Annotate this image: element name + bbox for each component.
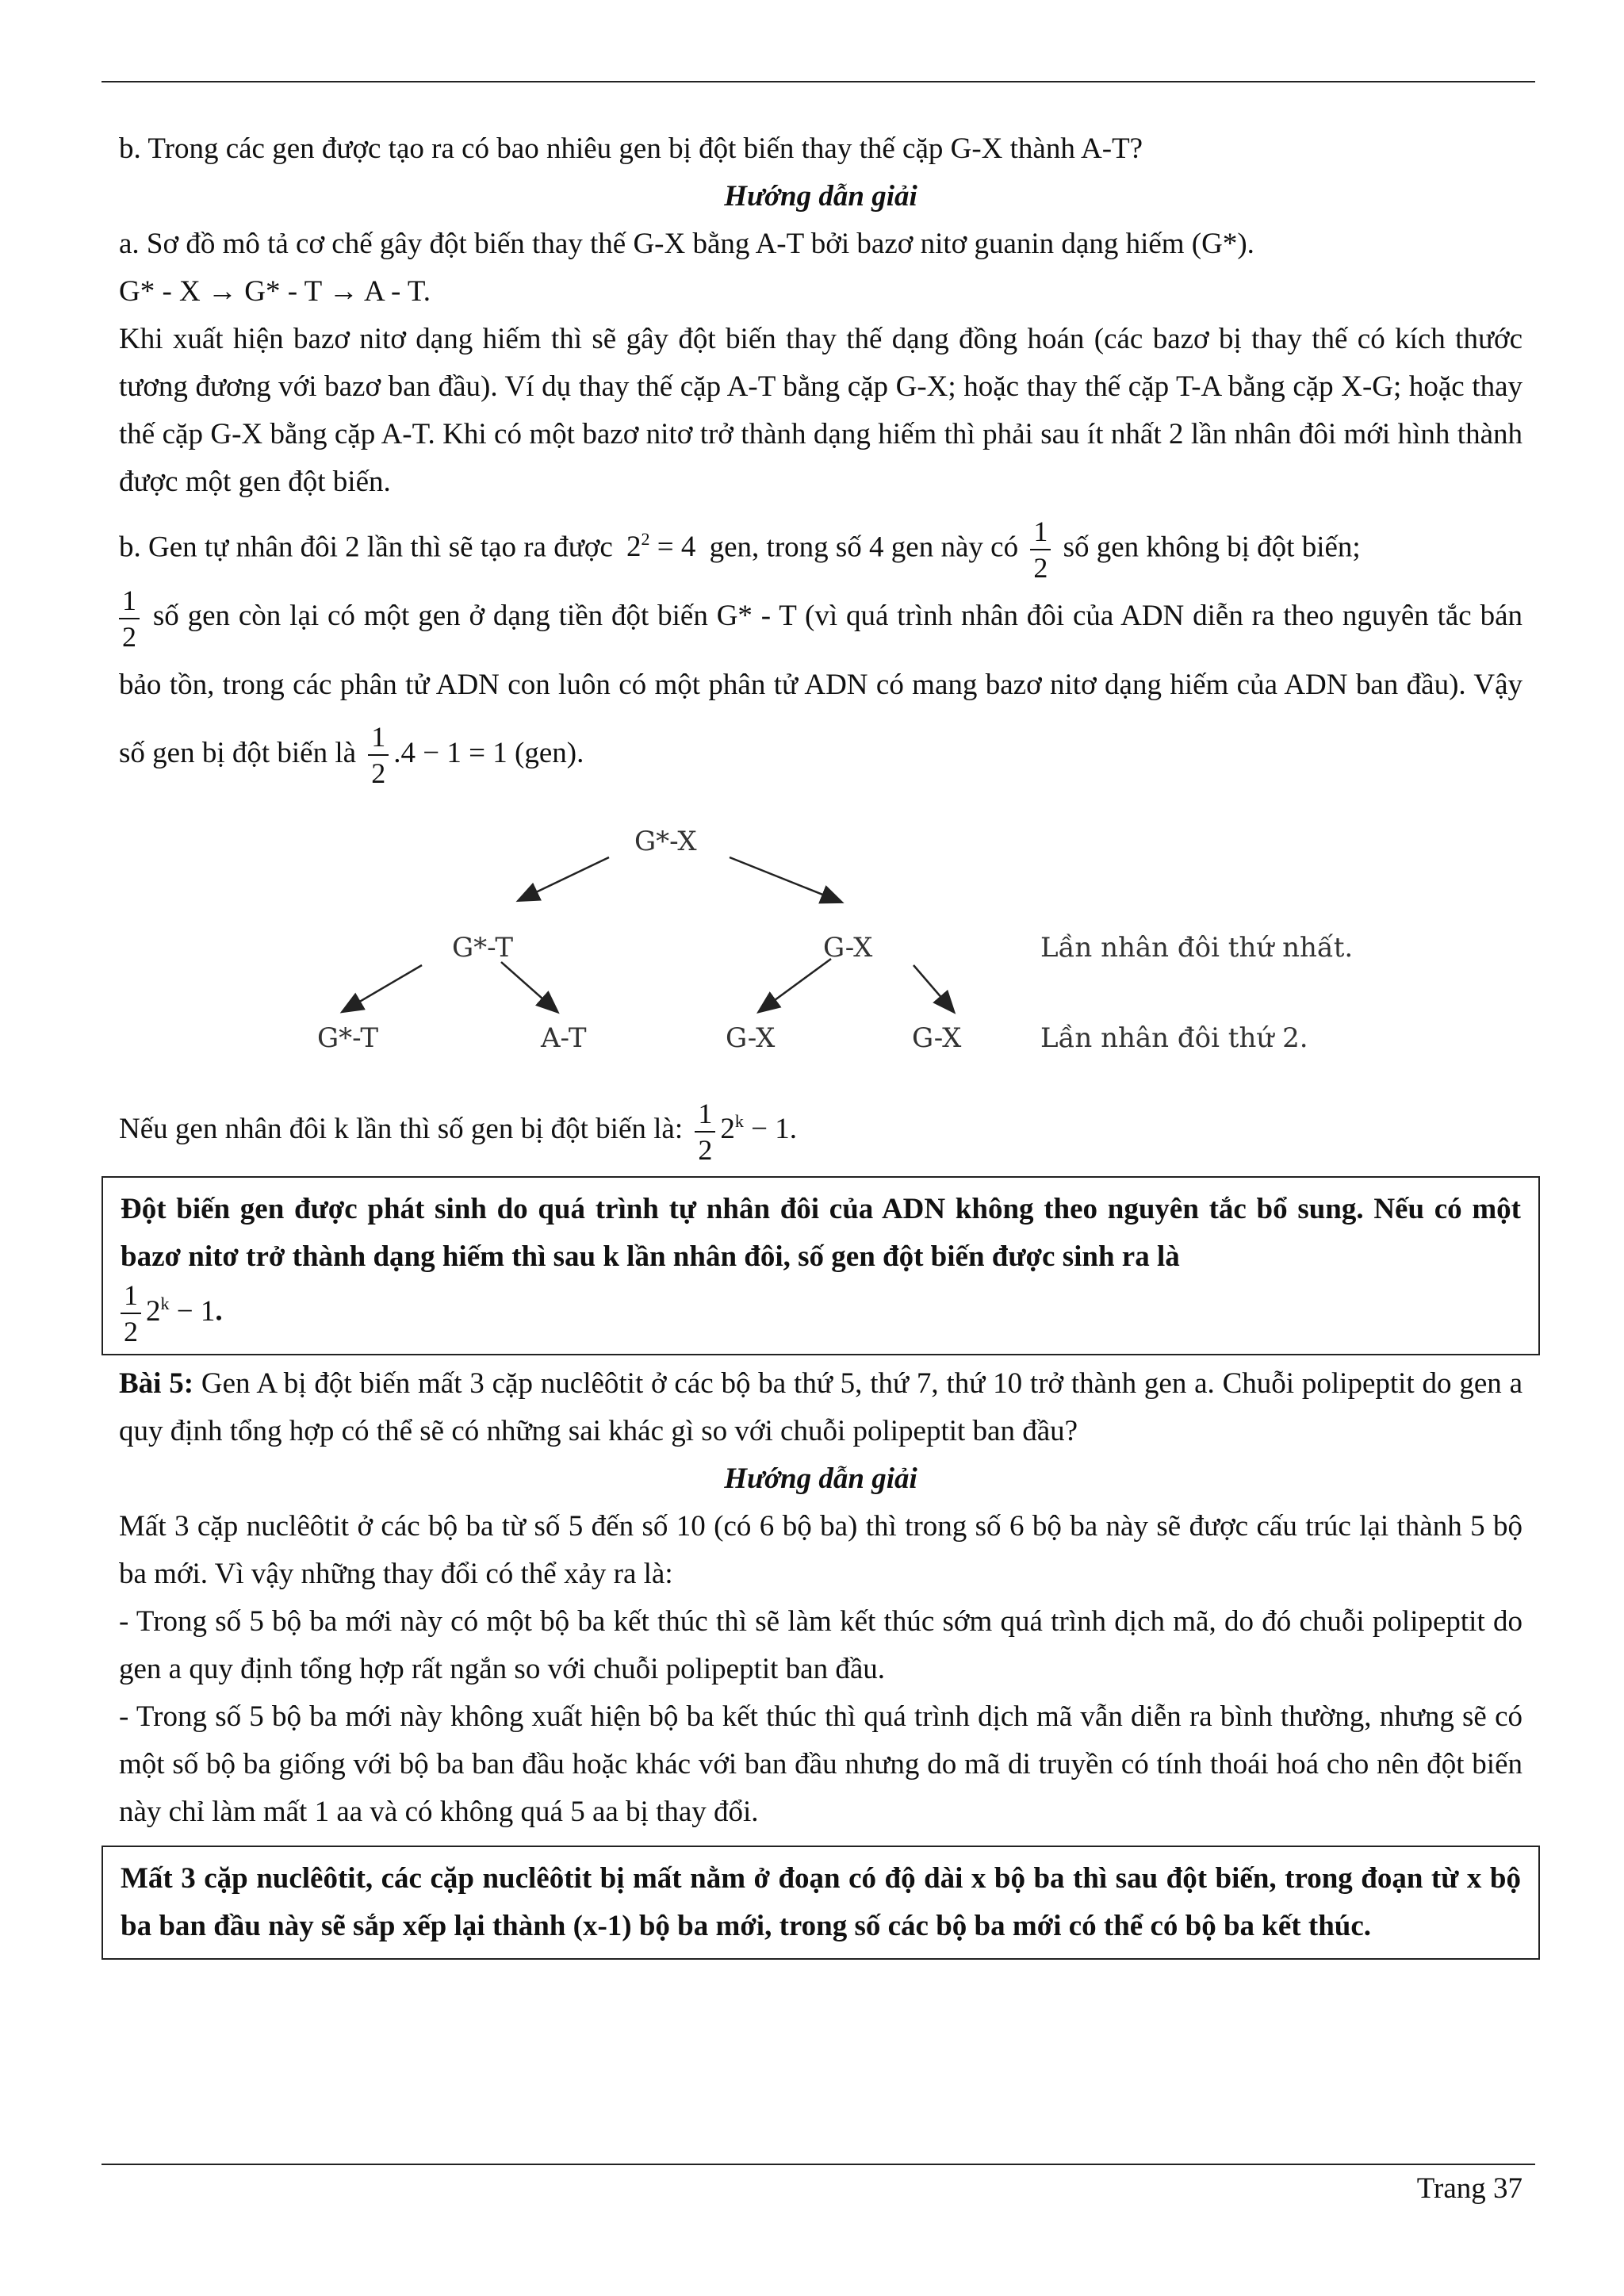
fraction-one-half: $\frac{1}{2}$ (121, 1281, 141, 1346)
note-first-replication: Lần nhân đôi thứ nhất. (1040, 932, 1354, 964)
node-level1-left: G*-T (452, 932, 514, 964)
fraction-one-half: $\frac{1}{2}$ (695, 1099, 715, 1164)
fraction-one-half: $\frac{1}{2}$ (368, 723, 389, 788)
formula-k-box: 2$^k$ − 1 (146, 1293, 216, 1328)
note-second-replication: Lần nhân đôi thứ 2. (1040, 1022, 1308, 1055)
node-root: G*-X (634, 826, 697, 858)
result-expression: .4 − 1 = 1 (393, 736, 508, 769)
explanation-paragraph: Khi xuất hiện bazơ nitơ dạng hiếm thì sẽ gây đột biến thay thế dạng đồng hoán (các bazơ bị thay thế có kích thước tương đương với bazơ ban đầu). Ví dụ thay thế cặp A-T bằng cặp G-X; hoặc thay thế cặp T-A bằng cặp X-G; hoặc thay thế cặp G-X bằng cặp A-T. Khi có một bazơ nitơ trở thành dạng hiếm thì phải sau ít nhất 2 lần nhân đôi mới hình thành được một gen đột biến. (119, 323, 1522, 498)
exercise-5-answer-2: - Trong số 5 bộ ba mới này có một bộ ba kết thúc thì sẽ làm kết thúc sớm quá trình dịch mã, do đó chuỗi polipeptit do gen a quy định tổng hợp rất ngắn so với chuỗi polipeptit ban đầu. (119, 1605, 1522, 1686)
fraction-one-half: $\frac{1}{2}$ (119, 586, 140, 651)
arrow-left-left (343, 965, 422, 1011)
arrow-right-right (914, 965, 953, 1011)
node-level2-2: A-T (541, 1022, 587, 1055)
mutation-scheme: G* - X → G* - T → A - T. (119, 275, 431, 308)
arrow-root-left (519, 857, 609, 900)
fraction-one-half: $\frac{1}{2}$ (1030, 517, 1051, 582)
arrow-right-left (760, 959, 831, 1011)
answer-b-line: b. Gen tự nhân đôi 2 lần thì sẽ tạo ra được $2^2 = 4$ gen, trong số 4 gen này có $\frac{1}{2}$ số gen không bị đột biến; (119, 516, 1361, 584)
node-level2-3: G-X (726, 1022, 776, 1055)
node-level1-right: G-X (823, 932, 873, 964)
arrow-root-right (730, 857, 841, 902)
replication-diagram (119, 792, 1522, 1094)
answer-b-continued: $\frac{1}{2}$ số gen còn lại có một gen ở dạng tiền đột biến G* - T (vì quá trình nhân đôi của ADN diễn ra theo nguyên tắc bán bảo tồn, trong các phân tử ADN con luôn có một phân tử ADN có mang bazơ nitơ dạng hiếm của ADN ban đầu). Vậy số gen bị đột biến là $\frac{1}{2}$ .4 − 1 = 1 (gen). (119, 584, 1523, 790)
exercise-5-answer-3: - Trong số 5 bộ ba mới này không xuất hiện bộ ba kết thúc thì quá trình dịch mã vẫn diễn ra bình thường, nhưng sẽ có một số bộ ba giống với bộ ba ban đầu hoặc khác với ban đầu nhưng do mã di truyền có tính thoái hoá cho nên đột biến này chỉ làm mất 1 aa và có không quá 5 aa bị thay đổi. (119, 1700, 1522, 1829)
page-number: Trang 37 (1416, 2172, 1522, 2205)
summary-box-2: Mất 3 cặp nuclêôtit, các cặp nuclêôtit bị mất nằm ở đoạn có độ dài x bộ ba thì sau đột biến, trong đoạn từ x bộ ba ban đầu này sẽ sắp xếp lại thành (x-1) bộ ba mới, trong số các bộ ba mới có thể có bộ ba kết thúc. (102, 1846, 1540, 1960)
question-b: b. Trong các gen được tạo ra có bao nhiêu gen bị đột biến thay thế cặp G-X thành A-T? (119, 132, 1143, 165)
formula-k-line: Nếu gen nhân đôi k lần thì số gen bị đột biến là: $\frac{1}{2}$ 2$^k$ − 1. (119, 1097, 797, 1166)
node-level2-1: G*-T (317, 1022, 379, 1055)
exercise-label: Bài 5: (119, 1367, 194, 1401)
node-level2-4: G-X (912, 1022, 962, 1055)
power-expression: $2^2 = 4$ (626, 529, 696, 564)
summary-box-1: Đột biến gen được phát sinh do quá trình tự nhân đôi của ADN không theo nguyên tắc bổ sung. Nếu có một bazơ nitơ trở thành dạng hiếm thì sau k lần nhân đôi, số gen đột biến được sinh ra là $\frac{1}{2}$ 2$^k$ − 1. (102, 1176, 1540, 1355)
arrow-left-right (501, 962, 557, 1011)
header-rule (102, 81, 1535, 82)
answer-a: a. Sơ đồ mô tả cơ chế gây đột biến thay thế G-X bằng A-T bởi bazơ nitơ guanin dạng hiếm (G*). (119, 228, 1254, 260)
exercise-5: Bài 5: Gen A bị đột biến mất 3 cặp nuclêôtit ở các bộ ba thứ 5, thứ 7, thứ 10 trở thành gen a. Chuỗi polipeptit do gen a quy định tổng hợp có thể sẽ có những sai khác gì so với chuỗi polipeptit ban đầu? (119, 1367, 1522, 1448)
exercise-5-answer-1: Mất 3 cặp nuclêôtit ở các bộ ba từ số 5 đến số 10 (có 6 bộ ba) thì trong số 6 bộ ba này sẽ được cấu trúc lại thành 5 bộ ba mới. Vì vậy những thay đổi có thể xảy ra là: (119, 1510, 1522, 1591)
footer-rule (102, 2164, 1535, 2165)
section-heading: Hướng dẫn giải (724, 180, 917, 213)
section-heading-2: Hướng dẫn giải (724, 1462, 917, 1496)
formula-k: 2$^k$ − 1. (720, 1111, 797, 1146)
page-content (119, 125, 1522, 1960)
